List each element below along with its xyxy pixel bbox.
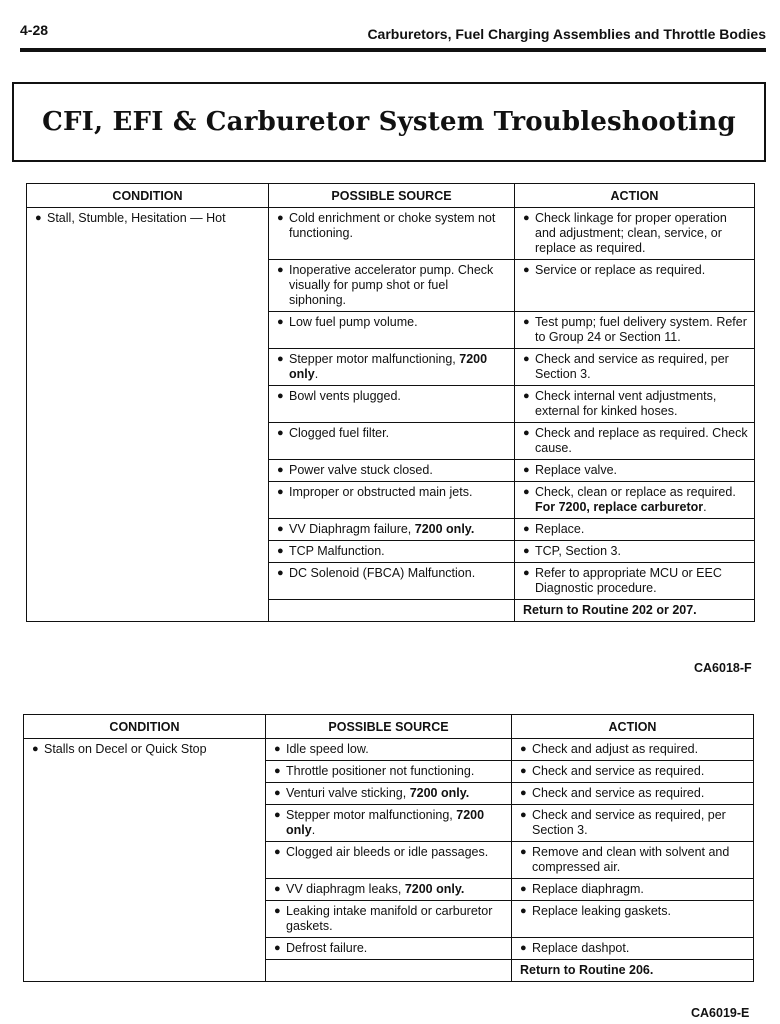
bullet: ● [274, 883, 281, 895]
source-item-emphasis: 7200 only. [404, 882, 465, 896]
source-item [274, 786, 505, 801]
action-item-text [535, 389, 748, 419]
action-cell [512, 879, 754, 901]
action-cell [512, 901, 754, 938]
action-item-label: TCP, Section 3. [535, 544, 621, 558]
action-cell [515, 349, 755, 386]
source-item [274, 882, 505, 897]
action-item [523, 426, 748, 456]
bullet: ● [523, 486, 530, 498]
source-item-text [286, 808, 505, 838]
source-item-text [286, 904, 505, 934]
action-item [523, 315, 748, 345]
bullet: ● [523, 316, 530, 328]
bullet: ● [520, 787, 527, 799]
bullet: ● [35, 212, 42, 224]
action-item-text [532, 845, 747, 875]
action-cell [515, 460, 755, 482]
action-cell [512, 783, 754, 805]
action-cell [512, 938, 754, 960]
source-cell [269, 349, 515, 386]
action-cell [512, 739, 754, 761]
return-routine-text: Return to Routine 206. [520, 963, 654, 977]
action-item [523, 566, 748, 596]
action-cell [515, 541, 755, 563]
bullet: ● [277, 316, 284, 328]
condition-cell [27, 208, 269, 622]
action-item-text [535, 485, 748, 515]
bullet: ● [523, 567, 530, 579]
troubleshooting-table-2 [23, 714, 754, 982]
action-item-text [532, 882, 747, 897]
action-item [523, 463, 748, 478]
action-item-text [532, 786, 747, 801]
condition-cell [24, 739, 266, 982]
condition-header: CONDITION [27, 184, 269, 208]
action-header: ACTION [512, 715, 754, 739]
action-item-text [535, 463, 748, 478]
condition-item [32, 742, 259, 757]
page-header [20, 22, 766, 52]
action-item [523, 389, 748, 419]
source-cell [269, 312, 515, 349]
bullet: ● [277, 353, 284, 365]
action-item [523, 211, 748, 256]
source-item-label: Low fuel pump volume. [289, 315, 418, 329]
action-item-text [535, 352, 748, 382]
bullet: ● [520, 942, 527, 954]
bullet: ● [523, 523, 530, 535]
action-item-label: Check and adjust as required. [532, 742, 699, 756]
bullet: ● [523, 427, 530, 439]
action-item [523, 544, 748, 559]
action-cell [512, 761, 754, 783]
return-cell [515, 600, 755, 622]
source-cell [269, 541, 515, 563]
source-item-emphasis: 7200 only [289, 352, 488, 381]
table-row [27, 208, 755, 260]
source-cell [266, 879, 512, 901]
source-cell [269, 423, 515, 460]
action-item-text [532, 904, 747, 919]
source-item-label: Stepper motor malfunctioning, [286, 808, 453, 822]
action-cell [515, 208, 755, 260]
bullet: ● [274, 846, 281, 858]
action-item-text [532, 742, 747, 757]
bullet: ● [277, 545, 284, 557]
source-cell [266, 739, 512, 761]
action-item-label: Check and service as required. [532, 786, 705, 800]
bullet: ● [274, 787, 281, 799]
bullet: ● [277, 523, 284, 535]
action-item-label: Replace diaphragm. [532, 882, 644, 896]
page-number: 4-28 [20, 22, 49, 38]
header-row [24, 715, 754, 739]
source-item-label: Stepper motor malfunctioning, [289, 352, 456, 366]
source-cell [269, 563, 515, 600]
bullet: ● [32, 743, 39, 755]
source-item-label: TCP Malfunction. [289, 544, 385, 558]
source-item [277, 389, 508, 404]
bullet: ● [277, 427, 284, 439]
action-item-label: Check and service as required. [532, 764, 705, 778]
source-cell [266, 761, 512, 783]
source-item [277, 522, 508, 537]
condition-text: Stalls on Decel or Quick Stop [44, 742, 207, 756]
source-item [274, 764, 505, 779]
source-cell [269, 519, 515, 541]
action-item-text [532, 941, 747, 956]
bullet: ● [274, 942, 281, 954]
bullet: ● [523, 212, 530, 224]
source-cell [266, 901, 512, 938]
source-item-suffix: . [314, 367, 319, 381]
action-cell [515, 519, 755, 541]
source-cell [269, 208, 515, 260]
return-routine-text: Return to Routine 202 or 207. [523, 603, 697, 617]
bullet: ● [277, 464, 284, 476]
source-header: POSSIBLE SOURCE [266, 715, 512, 739]
source-item-text [289, 426, 508, 441]
bullet: ● [523, 545, 530, 557]
figure-code: CA6018-F [694, 661, 752, 675]
source-item-text [289, 263, 508, 308]
source-item-text [289, 566, 508, 581]
action-item [520, 786, 747, 801]
bullet: ● [523, 264, 530, 276]
bullet: ● [520, 743, 527, 755]
action-item-text [535, 566, 748, 596]
bullet: ● [277, 264, 284, 276]
action-item [523, 485, 748, 515]
source-item-text [286, 882, 505, 897]
action-item-text [535, 426, 748, 456]
source-item-label: Improper or obstructed main jets. [289, 485, 473, 499]
action-item [523, 352, 748, 382]
source-item-label: Venturi valve sticking, [286, 786, 407, 800]
bullet: ● [277, 212, 284, 224]
table-row [24, 739, 754, 761]
source-item-text [286, 845, 505, 860]
action-item-text [535, 263, 748, 278]
source-cell [269, 482, 515, 519]
return-cell [512, 960, 754, 982]
action-item [520, 764, 747, 779]
action-item-text [535, 315, 748, 345]
action-cell [515, 423, 755, 460]
source-item-text [286, 786, 505, 801]
condition-item [35, 211, 262, 226]
source-item-label: Clogged air bleeds or idle passages. [286, 845, 489, 859]
source-item-emphasis: 7200 only [286, 808, 485, 837]
action-cell [515, 312, 755, 349]
source-item [274, 742, 505, 757]
bullet: ● [520, 905, 527, 917]
page-title: CFI, EFI & Carburetor System Troubleshooting [42, 107, 736, 137]
action-item-label: Check, clean or replace as required. [535, 485, 736, 499]
bullet: ● [277, 567, 284, 579]
action-item-label: Check and replace as required. Check cause. [535, 426, 748, 455]
source-item-label: Bowl vents plugged. [289, 389, 401, 403]
action-item-label: Replace. [535, 522, 585, 536]
source-item [277, 352, 508, 382]
action-item-label: Replace valve. [535, 463, 617, 477]
action-item-label: Replace dashpot. [532, 941, 630, 955]
action-item [523, 263, 748, 278]
source-item [277, 315, 508, 330]
source-item [274, 904, 505, 934]
source-item-text [289, 463, 508, 478]
source-item-text [289, 211, 508, 241]
bullet: ● [523, 390, 530, 402]
source-item-label: Defrost failure. [286, 941, 368, 955]
source-item [274, 808, 505, 838]
action-cell [512, 805, 754, 842]
bullet: ● [274, 765, 281, 777]
bullet: ● [274, 743, 281, 755]
troubleshooting-table-1 [26, 183, 755, 622]
bullet: ● [277, 390, 284, 402]
source-cell [269, 260, 515, 312]
bullet: ● [520, 846, 527, 858]
action-cell [515, 482, 755, 519]
source-item [277, 566, 508, 581]
action-item-label: Remove and clean with solvent and compressed air. [532, 845, 730, 874]
action-cell [515, 260, 755, 312]
action-header: ACTION [515, 184, 755, 208]
action-item-label: Check linkage for proper operation and adjustment; clean, service, or replace as required. [535, 211, 727, 255]
condition-header: CONDITION [24, 715, 266, 739]
action-item [520, 941, 747, 956]
source-item [274, 845, 505, 860]
action-item-text [532, 764, 747, 779]
source-item-text [289, 485, 508, 500]
header-row [27, 184, 755, 208]
action-item [520, 882, 747, 897]
source-item-label: Throttle positioner not functioning. [286, 764, 475, 778]
source-cell [266, 938, 512, 960]
source-item-text [289, 315, 508, 330]
bullet: ● [523, 464, 530, 476]
action-item-label: Refer to appropriate MCU or EEC Diagnostic procedure. [535, 566, 722, 595]
action-item-text [535, 211, 748, 256]
source-header: POSSIBLE SOURCE [269, 184, 515, 208]
source-cell [266, 805, 512, 842]
source-item-text [289, 522, 508, 537]
action-item [520, 904, 747, 919]
action-item-label: Replace leaking gaskets. [532, 904, 671, 918]
source-item [274, 941, 505, 956]
source-item-label: Leaking intake manifold or carburetor gaskets. [286, 904, 493, 933]
action-item [520, 845, 747, 875]
action-item-label: Service or replace as required. [535, 263, 706, 277]
bullet: ● [523, 353, 530, 365]
source-item-label: Clogged fuel filter. [289, 426, 390, 440]
figure-code: CA6019-E [691, 1006, 750, 1020]
source-cell [269, 386, 515, 423]
action-item-text [535, 522, 748, 537]
action-item-text [535, 544, 748, 559]
title-box [12, 82, 766, 162]
source-cell [266, 842, 512, 879]
action-item [520, 808, 747, 838]
source-item-emphasis: 7200 only. [414, 522, 475, 536]
action-item-label: Test pump; fuel delivery system. Refer to Group 24 or Section 11. [535, 315, 747, 344]
source-item-label: Inoperative accelerator pump. Check visually for pump shot or fuel siphoning. [289, 263, 494, 307]
source-cell [266, 783, 512, 805]
bullet: ● [274, 809, 281, 821]
source-item [277, 463, 508, 478]
bullet: ● [520, 809, 527, 821]
source-item-emphasis: 7200 only. [409, 786, 470, 800]
action-item [523, 522, 748, 537]
action-cell [515, 386, 755, 423]
action-cell [512, 842, 754, 879]
source-item-text [286, 941, 505, 956]
action-item-emphasis: For 7200, replace carburetor [535, 500, 704, 514]
action-cell [515, 563, 755, 600]
source-item-text [286, 742, 505, 757]
source-item-suffix: . [311, 823, 316, 837]
action-item-suffix: . [703, 500, 707, 514]
source-item-text [289, 544, 508, 559]
action-item-text [532, 808, 747, 838]
source-item [277, 211, 508, 241]
empty-source-cell [266, 960, 512, 982]
action-item [520, 742, 747, 757]
bullet: ● [520, 883, 527, 895]
source-item-label: Idle speed low. [286, 742, 369, 756]
condition-text: Stall, Stumble, Hesitation — Hot [47, 211, 226, 225]
source-item-label: VV diaphragm leaks, [286, 882, 402, 896]
source-item-label: DC Solenoid (FBCA) Malfunction. [289, 566, 476, 580]
action-item-label: Check and service as required, per Section 3. [535, 352, 729, 381]
running-title: Carburetors, Fuel Charging Assemblies and Throttle Bodies [367, 26, 766, 42]
bullet: ● [274, 905, 281, 917]
action-item-label: Check and service as required, per Section 3. [532, 808, 726, 837]
source-item [277, 544, 508, 559]
source-item-label: Power valve stuck closed. [289, 463, 433, 477]
bullet: ● [520, 765, 527, 777]
action-item-label: Check internal vent adjustments, external for kinked hoses. [535, 389, 717, 418]
source-cell [269, 460, 515, 482]
source-item-text [289, 352, 508, 382]
source-item [277, 426, 508, 441]
bullet: ● [277, 486, 284, 498]
source-item [277, 263, 508, 308]
source-item-label: Cold enrichment or choke system not functioning. [289, 211, 496, 240]
source-item-text [286, 764, 505, 779]
empty-source-cell [269, 600, 515, 622]
source-item-text [289, 389, 508, 404]
source-item-label: VV Diaphragm failure, [289, 522, 412, 536]
source-item [277, 485, 508, 500]
